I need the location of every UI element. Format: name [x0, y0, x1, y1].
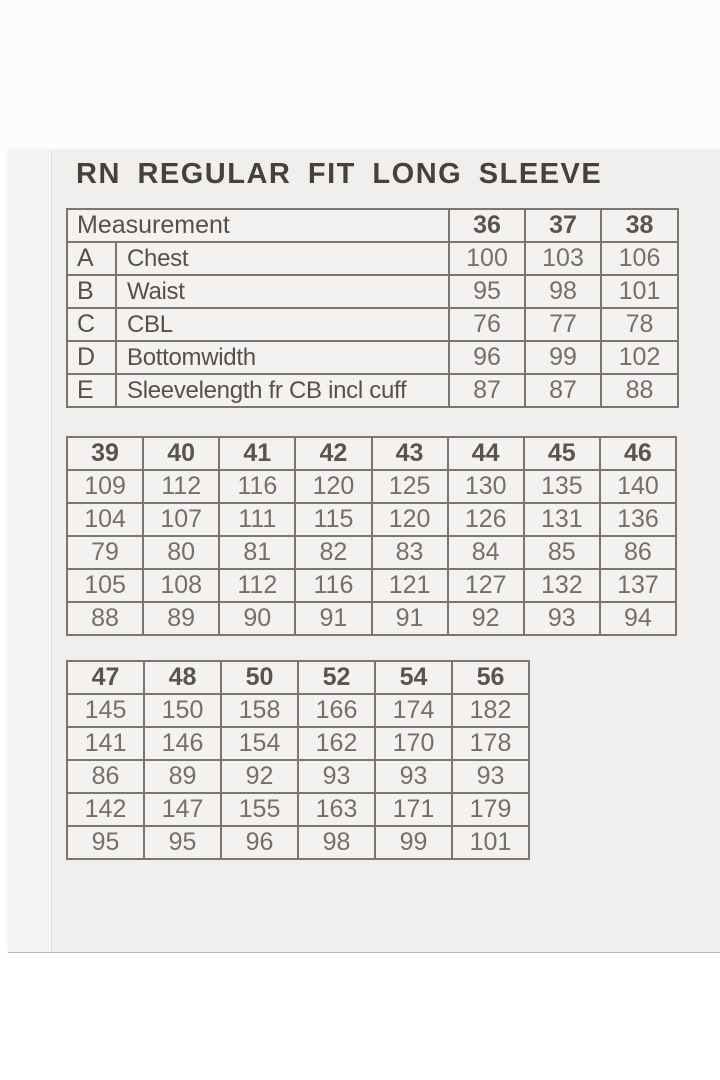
value-cell: 127	[448, 569, 524, 602]
background-top	[0, 0, 720, 150]
size-header-cell: 44	[448, 437, 524, 470]
value-cell: 166	[298, 694, 375, 727]
value-cell: 147	[144, 793, 221, 826]
size-header-cell: 42	[295, 437, 371, 470]
size-table-39-46	[66, 436, 677, 636]
value-cell: 99	[525, 341, 601, 374]
value-cell: 140	[600, 470, 676, 503]
measurement-letter-cell: C	[67, 308, 116, 341]
table-row	[67, 760, 529, 793]
table-header-row	[67, 209, 678, 242]
value-cell: 98	[525, 275, 601, 308]
value-cell: 121	[372, 569, 448, 602]
value-cell: 96	[449, 341, 525, 374]
measurement-name-cell: Bottomwidth	[116, 341, 449, 374]
size-header-cell: 56	[452, 661, 529, 694]
value-cell: 98	[298, 826, 375, 859]
value-cell: 94	[600, 602, 676, 635]
measurement-letter-cell: E	[67, 374, 116, 407]
value-cell: 86	[600, 536, 676, 569]
value-cell: 95	[67, 826, 144, 859]
size-header-cell: 47	[67, 661, 144, 694]
value-cell: 79	[67, 536, 143, 569]
value-cell: 101	[601, 275, 678, 308]
value-cell: 89	[143, 602, 219, 635]
table-row	[67, 602, 676, 635]
value-cell: 106	[601, 242, 678, 275]
value-cell: 120	[295, 470, 371, 503]
value-cell: 88	[67, 602, 143, 635]
value-cell: 99	[375, 826, 452, 859]
value-cell: 116	[295, 569, 371, 602]
value-cell: 91	[372, 602, 448, 635]
value-cell: 178	[452, 727, 529, 760]
value-cell: 103	[525, 242, 601, 275]
table-row	[67, 569, 676, 602]
table-row	[67, 727, 529, 760]
value-cell: 100	[449, 242, 525, 275]
value-cell: 85	[524, 536, 600, 569]
paper-fold-strip	[8, 150, 48, 952]
value-cell: 126	[448, 503, 524, 536]
value-cell: 93	[524, 602, 600, 635]
value-cell: 170	[375, 727, 452, 760]
table-row	[67, 536, 676, 569]
value-cell: 135	[524, 470, 600, 503]
value-cell: 87	[449, 374, 525, 407]
value-cell: 145	[67, 694, 144, 727]
size-header-cell: 48	[144, 661, 221, 694]
value-cell: 107	[143, 503, 219, 536]
value-cell: 158	[221, 694, 298, 727]
measurement-letter-cell: A	[67, 242, 116, 275]
value-cell: 80	[143, 536, 219, 569]
value-cell: 155	[221, 793, 298, 826]
value-cell: 171	[375, 793, 452, 826]
table-row	[67, 308, 678, 341]
value-cell: 92	[448, 602, 524, 635]
size-header-cell: 37	[525, 209, 601, 242]
value-cell: 112	[143, 470, 219, 503]
size-header-cell: 52	[298, 661, 375, 694]
table-row	[67, 503, 676, 536]
value-cell: 84	[448, 536, 524, 569]
size-table-47-56	[66, 660, 530, 860]
value-cell: 89	[144, 760, 221, 793]
value-cell: 137	[600, 569, 676, 602]
value-cell: 174	[375, 694, 452, 727]
measurement-name-cell: Chest	[116, 242, 449, 275]
size-header-cell: 41	[219, 437, 295, 470]
table-row	[67, 694, 529, 727]
value-cell: 115	[295, 503, 371, 536]
measurement-name-cell: Sleevelength fr CB incl cuff	[116, 374, 449, 407]
measurement-letter-cell: D	[67, 341, 116, 374]
value-cell: 112	[219, 569, 295, 602]
value-cell: 101	[452, 826, 529, 859]
value-cell: 93	[452, 760, 529, 793]
value-cell: 130	[448, 470, 524, 503]
value-cell: 95	[449, 275, 525, 308]
size-header-cell: 38	[601, 209, 678, 242]
value-cell: 87	[525, 374, 601, 407]
value-cell: 131	[524, 503, 600, 536]
value-cell: 154	[221, 727, 298, 760]
value-cell: 163	[298, 793, 375, 826]
table-row	[67, 341, 678, 374]
value-cell: 111	[219, 503, 295, 536]
measurement-name-cell: Waist	[116, 275, 449, 308]
size-header-cell: 40	[143, 437, 219, 470]
table-header-row	[67, 437, 676, 470]
table-row	[67, 470, 676, 503]
measurement-header-cell: Measurement	[67, 209, 449, 242]
value-cell: 102	[601, 341, 678, 374]
value-cell: 141	[67, 727, 144, 760]
value-cell: 81	[219, 536, 295, 569]
size-table-36-38	[66, 208, 679, 408]
table-row	[67, 374, 678, 407]
value-cell: 105	[67, 569, 143, 602]
value-cell: 182	[452, 694, 529, 727]
value-cell: 108	[143, 569, 219, 602]
value-cell: 95	[144, 826, 221, 859]
value-cell: 142	[67, 793, 144, 826]
value-cell: 162	[298, 727, 375, 760]
value-cell: 179	[452, 793, 529, 826]
measurement-name-cell: CBL	[116, 308, 449, 341]
value-cell: 109	[67, 470, 143, 503]
value-cell: 82	[295, 536, 371, 569]
page-title: RN REGULAR FIT LONG SLEEVE	[76, 158, 603, 190]
value-cell: 120	[372, 503, 448, 536]
table-row	[67, 242, 678, 275]
size-header-cell: 43	[372, 437, 448, 470]
table-row	[67, 793, 529, 826]
value-cell: 77	[525, 308, 601, 341]
table-header-row	[67, 661, 529, 694]
value-cell: 104	[67, 503, 143, 536]
value-cell: 125	[372, 470, 448, 503]
value-cell: 146	[144, 727, 221, 760]
value-cell: 92	[221, 760, 298, 793]
size-header-cell: 54	[375, 661, 452, 694]
value-cell: 93	[298, 760, 375, 793]
size-chart-paper-label	[8, 150, 720, 953]
value-cell: 78	[601, 308, 678, 341]
value-cell: 91	[295, 602, 371, 635]
value-cell: 150	[144, 694, 221, 727]
value-cell: 132	[524, 569, 600, 602]
measurement-letter-cell: B	[67, 275, 116, 308]
value-cell: 116	[219, 470, 295, 503]
value-cell: 76	[449, 308, 525, 341]
table-row	[67, 275, 678, 308]
table-row	[67, 826, 529, 859]
value-cell: 136	[600, 503, 676, 536]
size-header-cell: 45	[524, 437, 600, 470]
value-cell: 93	[375, 760, 452, 793]
value-cell: 96	[221, 826, 298, 859]
value-cell: 88	[601, 374, 678, 407]
size-header-cell: 50	[221, 661, 298, 694]
value-cell: 90	[219, 602, 295, 635]
size-header-cell: 46	[600, 437, 676, 470]
value-cell: 86	[67, 760, 144, 793]
paper-crease-line	[48, 150, 52, 952]
size-header-cell: 36	[449, 209, 525, 242]
value-cell: 83	[372, 536, 448, 569]
size-header-cell: 39	[67, 437, 143, 470]
